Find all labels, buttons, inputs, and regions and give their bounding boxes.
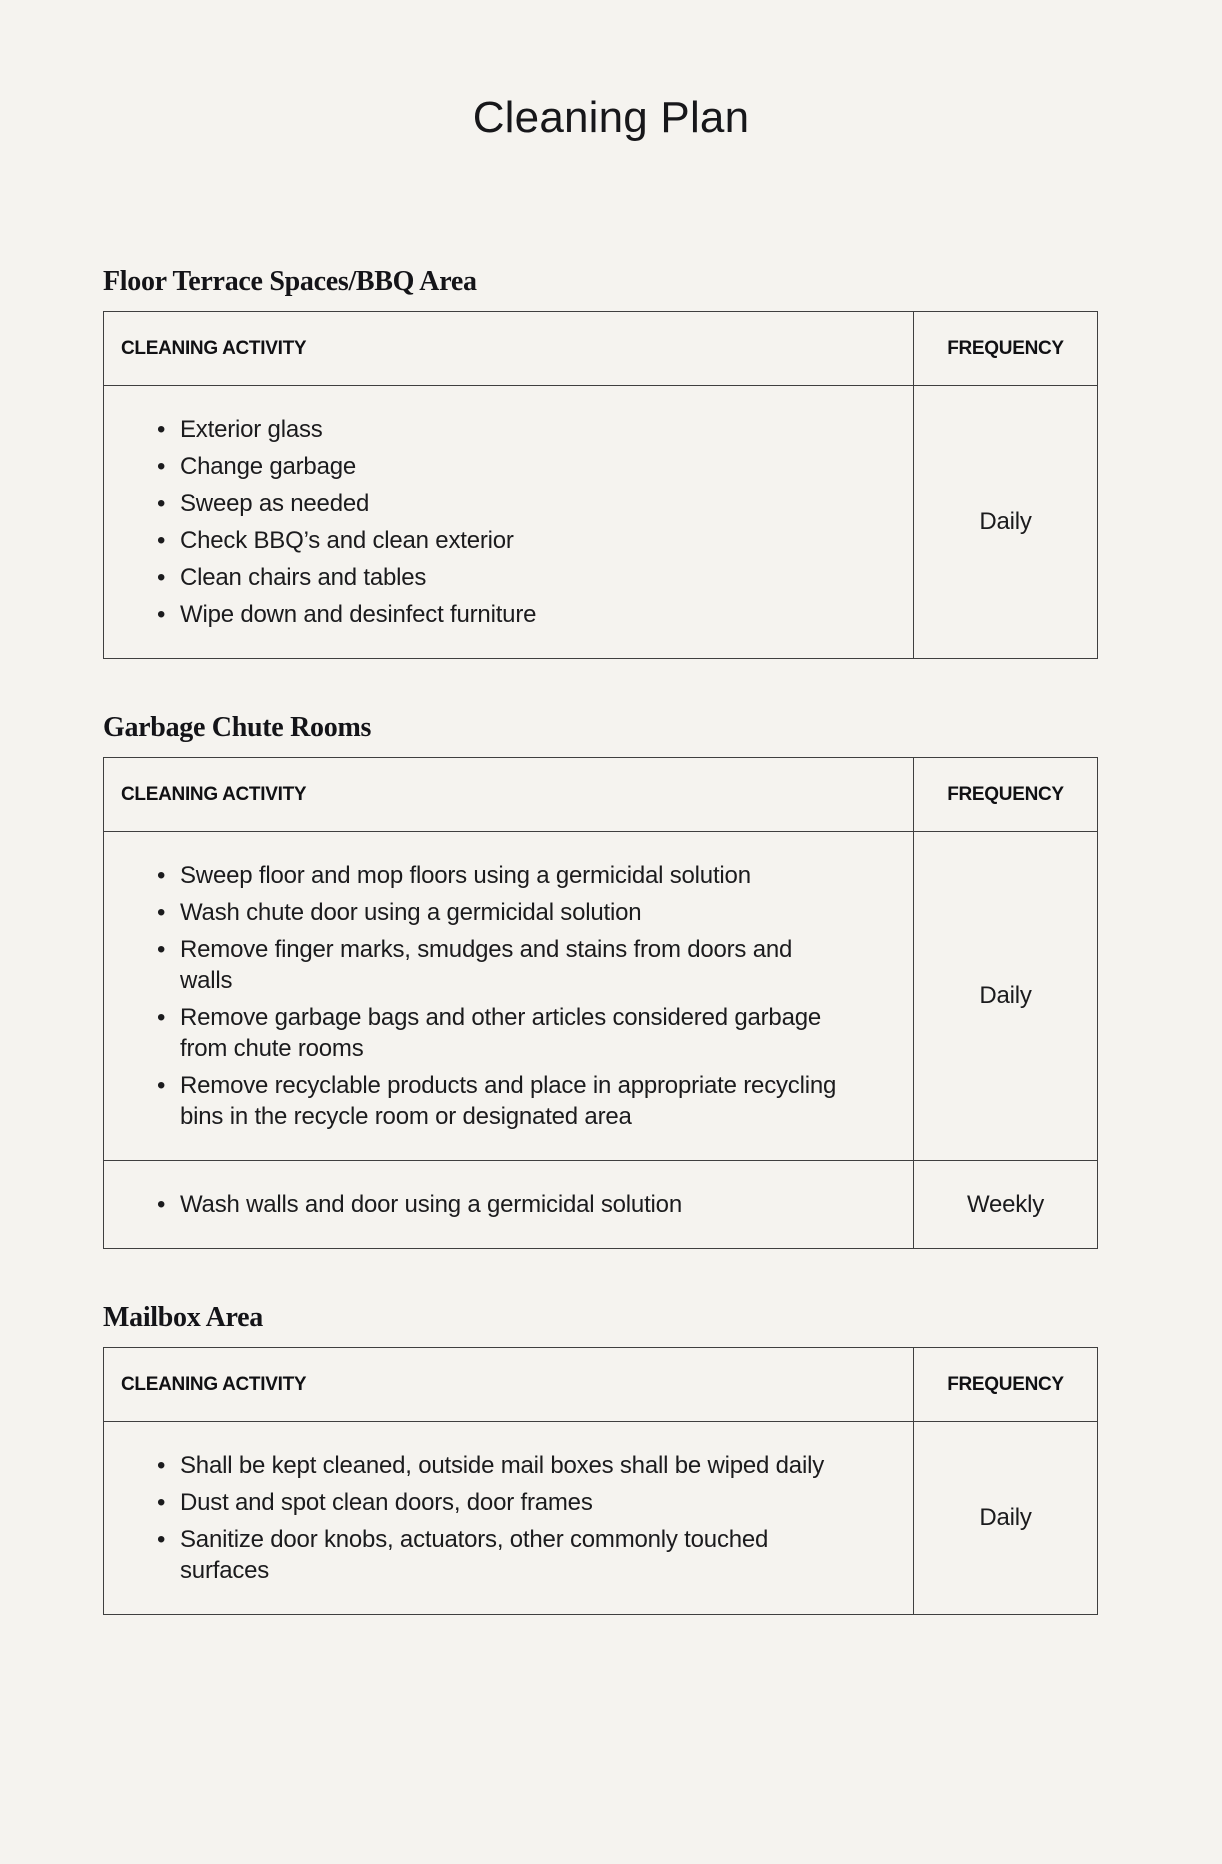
section-heading: Garbage Chute Rooms xyxy=(103,712,372,743)
column-header-cleaning-activity: CLEANING ACTIVITY xyxy=(104,1348,914,1422)
activity-cell xyxy=(104,386,914,659)
sections-container xyxy=(103,265,1097,1615)
cleaning-table xyxy=(103,757,1098,1249)
activity-cell xyxy=(104,832,914,1161)
activity-item: • Wash chute door using a germicidal solution xyxy=(180,897,840,928)
table-header-row xyxy=(104,312,1098,386)
activity-item: • Remove finger marks, smudges and stains from doors and walls xyxy=(180,934,840,996)
table-header-row xyxy=(104,1348,1098,1422)
table-body xyxy=(104,832,1098,1249)
frequency-value: Weekly xyxy=(914,1161,1098,1249)
column-header-frequency: FREQUENCY xyxy=(914,1348,1098,1422)
activity-cell xyxy=(104,1161,914,1249)
activity-list xyxy=(114,414,903,630)
activity-list xyxy=(114,1450,903,1586)
section xyxy=(103,711,1097,1249)
frequency-value: Daily xyxy=(914,386,1098,659)
table-row xyxy=(104,1422,1098,1615)
table-row xyxy=(104,386,1098,659)
document-content xyxy=(103,265,1097,1615)
activity-item: • Sanitize door knobs, actuators, other commonly touched surfaces xyxy=(180,1524,840,1586)
activity-item: • Dust and spot clean doors, door frames xyxy=(180,1487,840,1518)
activity-item: • Check BBQ’s and clean exterior xyxy=(180,525,840,556)
activity-item: • Remove recyclable products and place in appropriate recycling bins in the recycle room or designated area xyxy=(180,1070,840,1132)
table-header-row xyxy=(104,758,1098,832)
column-header-cleaning-activity: CLEANING ACTIVITY xyxy=(104,312,914,386)
table-body xyxy=(104,1422,1098,1615)
activity-item: • Sweep as needed xyxy=(180,488,840,519)
document-title: Cleaning Plan xyxy=(472,93,750,142)
frequency-value: Daily xyxy=(914,1422,1098,1615)
section xyxy=(103,1301,1097,1615)
table-row xyxy=(104,1161,1098,1249)
column-header-cleaning-activity: CLEANING ACTIVITY xyxy=(104,758,914,832)
cleaning-table xyxy=(103,1347,1098,1615)
table-body xyxy=(104,386,1098,659)
table-row xyxy=(104,832,1098,1161)
activity-item: • Wipe down and desinfect furniture xyxy=(180,599,840,630)
activity-item: • Shall be kept cleaned, outside mail boxes shall be wiped daily xyxy=(180,1450,840,1481)
section-heading: Mailbox Area xyxy=(103,1302,263,1333)
activity-item: • Sweep floor and mop floors using a germicidal solution xyxy=(180,860,840,891)
activity-cell xyxy=(104,1422,914,1615)
activity-item: • Clean chairs and tables xyxy=(180,562,840,593)
activity-list xyxy=(114,860,903,1132)
activity-item: • Change garbage xyxy=(180,451,840,482)
column-header-frequency: FREQUENCY xyxy=(914,312,1098,386)
activity-item: • Exterior glass xyxy=(180,414,840,445)
activity-item: • Wash walls and door using a germicidal solution xyxy=(180,1189,840,1220)
section-heading: Floor Terrace Spaces/BBQ Area xyxy=(103,266,477,297)
section xyxy=(103,265,1097,659)
activity-list xyxy=(114,1189,903,1220)
column-header-frequency: FREQUENCY xyxy=(914,758,1098,832)
activity-item: • Remove garbage bags and other articles considered garbage from chute rooms xyxy=(180,1002,840,1064)
frequency-value: Daily xyxy=(914,832,1098,1161)
cleaning-table xyxy=(103,311,1098,659)
